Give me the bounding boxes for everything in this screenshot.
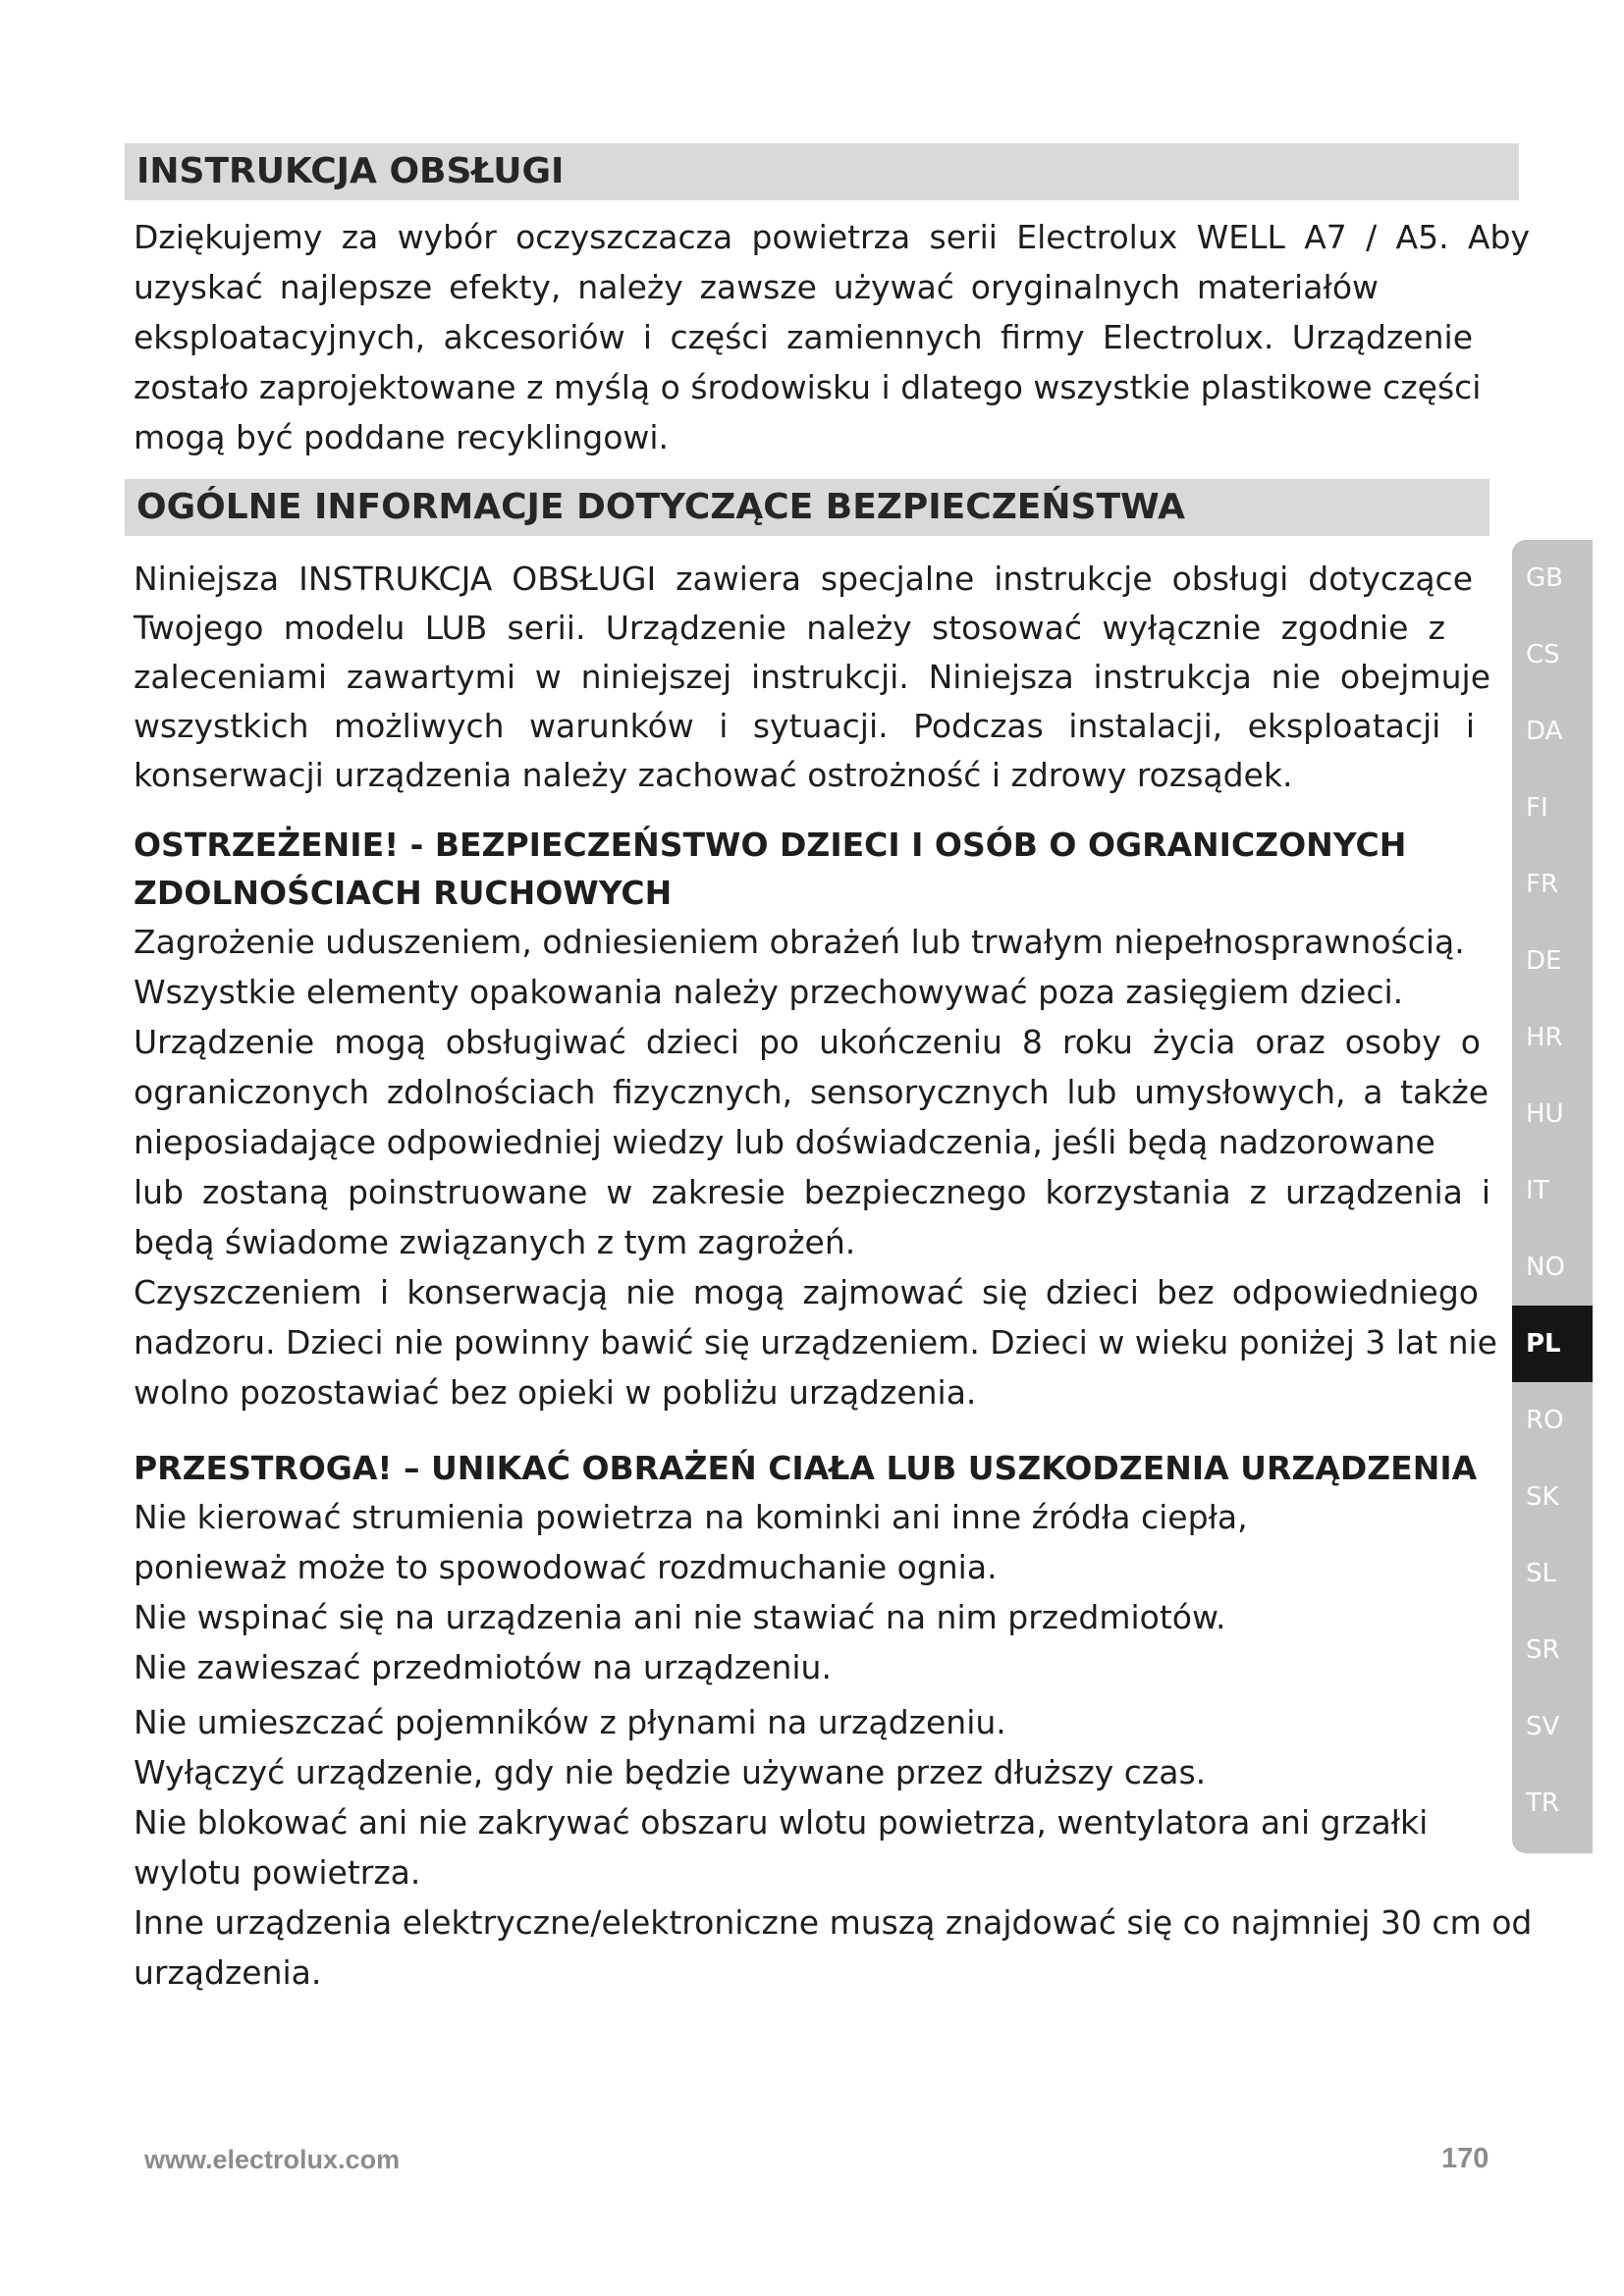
caution-line: Nie kierować strumienia powietrza na kominki ani inne źródła ciepła, <box>134 1498 1248 1536</box>
language-tab-no[interactable]: NO <box>1526 1253 1565 1282</box>
caution-line: urządzenia. <box>134 1953 322 1992</box>
language-tab-fi[interactable]: FI <box>1526 793 1548 823</box>
caution-line: Inne urządzenia elektryczne/elektroniczne muszą znajdować się co najmniej 30 cm od <box>134 1903 1533 1942</box>
safety-line: Twojego modelu LUB serii. Urządzenie należy stosować wyłącznie zgodnie z <box>134 609 1445 647</box>
safety-line: zaleceniami zawartymi w niniejszej instrukcji. Niniejsza instrukcja nie obejmuje <box>134 658 1490 696</box>
language-tab-da[interactable]: DA <box>1526 717 1563 746</box>
language-tab-gb[interactable]: GB <box>1526 563 1563 593</box>
safety-line: Niniejsza INSTRUKCJA OBSŁUGI zawiera specjalne instrukcje obsługi dotyczące <box>134 560 1473 598</box>
caution-line: Nie zawieszać przedmiotów na urządzeniu. <box>134 1648 832 1686</box>
section-heading-instructions: INSTRUKCJA OBSŁUGI <box>125 143 1519 200</box>
warning-line: wolno pozostawiać bez opieki w pobliżu urządzenia. <box>134 1373 977 1412</box>
warning-line: nieposiadające odpowiedniej wiedzy lub doświadczenia, jeśli będą nadzorowane <box>134 1123 1435 1161</box>
intro-line: uzyskać najlepsze efekty, należy zawsze używać oryginalnych materiałów <box>134 268 1379 306</box>
caution-line: Nie blokować ani nie zakrywać obszaru wlotu powietrza, wentylatora ani grzałki <box>134 1803 1429 1842</box>
language-tab-sk[interactable]: SK <box>1526 1482 1559 1512</box>
footer-url[interactable]: www.electrolux.com <box>144 2145 401 2174</box>
warning-line: ograniczonych zdolnościach fizycznych, sensorycznych lub umysłowych, a także <box>134 1073 1489 1111</box>
warning-heading: ZDOLNOŚCIACH RUCHOWYCH <box>134 874 673 912</box>
warning-heading: OSTRZEŻENIE! - BEZPIECZEŃSTWO DZIECI I OSÓB O OGRANICZONYCH <box>134 826 1407 864</box>
language-tab-sl[interactable]: SL <box>1526 1559 1556 1588</box>
caution-line: Nie wspinać się na urządzenia ani nie stawiać na nim przedmiotów. <box>134 1598 1226 1636</box>
intro-line: zostało zaprojektowane z myślą o środowisku i dlatego wszystkie plastikowe części <box>134 368 1482 406</box>
intro-line: eksploatacyjnych, akcesoriów i części zamiennych firmy Electrolux. Urządzenie <box>134 318 1473 356</box>
section-heading-safety: OGÓLNE INFORMACJE DOTYCZĄCE BEZPIECZEŃSTWA <box>125 479 1489 536</box>
safety-line: wszystkich możliwych warunków i sytuacji. Podczas instalacji, eksploatacji i <box>134 707 1475 745</box>
page-number: 170 <box>1441 2143 1489 2174</box>
language-tab-fr[interactable]: FR <box>1526 870 1559 899</box>
language-tab-ro[interactable]: RO <box>1526 1406 1564 1435</box>
language-tab-hu[interactable]: HU <box>1526 1099 1564 1129</box>
caution-line: wylotu powietrza. <box>134 1853 421 1892</box>
intro-line: mogą być poddane recyklingowi. <box>134 418 670 456</box>
language-tab-it[interactable]: IT <box>1526 1176 1549 1205</box>
caution-heading: PRZESTROGA! – UNIKAĆ OBRAŻEŃ CIAŁA LUB USZKODZENIA URZĄDZENIA <box>134 1449 1478 1487</box>
warning-line: Wszystkie elementy opakowania należy przechowywać poza zasięgiem dzieci. <box>134 973 1404 1011</box>
language-sidebar <box>1512 540 1593 1853</box>
language-tab-de[interactable]: DE <box>1526 946 1562 976</box>
language-tab-tr[interactable]: TR <box>1526 1789 1559 1818</box>
safety-line: konserwacji urządzenia należy zachować ostrożność i zdrowy rozsądek. <box>134 756 1293 794</box>
intro-line: Dziękujemy za wybór oczyszczacza powietrza serii Electrolux WELL A7 / A5. Aby <box>134 218 1530 256</box>
language-tab-hr[interactable]: HR <box>1526 1023 1563 1052</box>
warning-line: lub zostaną poinstruowane w zakresie bezpiecznego korzystania z urządzenia i <box>134 1173 1490 1211</box>
caution-line: ponieważ może to spowodować rozdmuchanie ognia. <box>134 1548 998 1586</box>
language-tab-sv[interactable]: SV <box>1526 1712 1560 1741</box>
warning-line: nadzoru. Dzieci nie powinny bawić się urządzeniem. Dzieci w wieku poniżej 3 lat nie <box>134 1323 1497 1362</box>
warning-line: będą świadome związanych z tym zagrożeń. <box>134 1223 856 1261</box>
warning-line: Urządzenie mogą obsługiwać dzieci po ukończeniu 8 roku życia oraz osoby o <box>134 1023 1481 1061</box>
language-tab-sr[interactable]: SR <box>1526 1635 1560 1665</box>
language-tab-pl[interactable]: PL <box>1512 1306 1593 1382</box>
warning-line: Czyszczeniem i konserwacją nie mogą zajmować się dzieci bez odpowiedniego <box>134 1273 1479 1311</box>
caution-line: Nie umieszczać pojemników z płynami na urządzeniu. <box>134 1703 1006 1741</box>
language-tab-cs[interactable]: CS <box>1526 640 1560 669</box>
warning-line: Zagrożenie uduszeniem, odniesieniem obrażeń lub trwałym niepełnosprawnością. <box>134 923 1465 961</box>
caution-line: Wyłączyć urządzenie, gdy nie będzie używane przez dłuższy czas. <box>134 1753 1207 1791</box>
